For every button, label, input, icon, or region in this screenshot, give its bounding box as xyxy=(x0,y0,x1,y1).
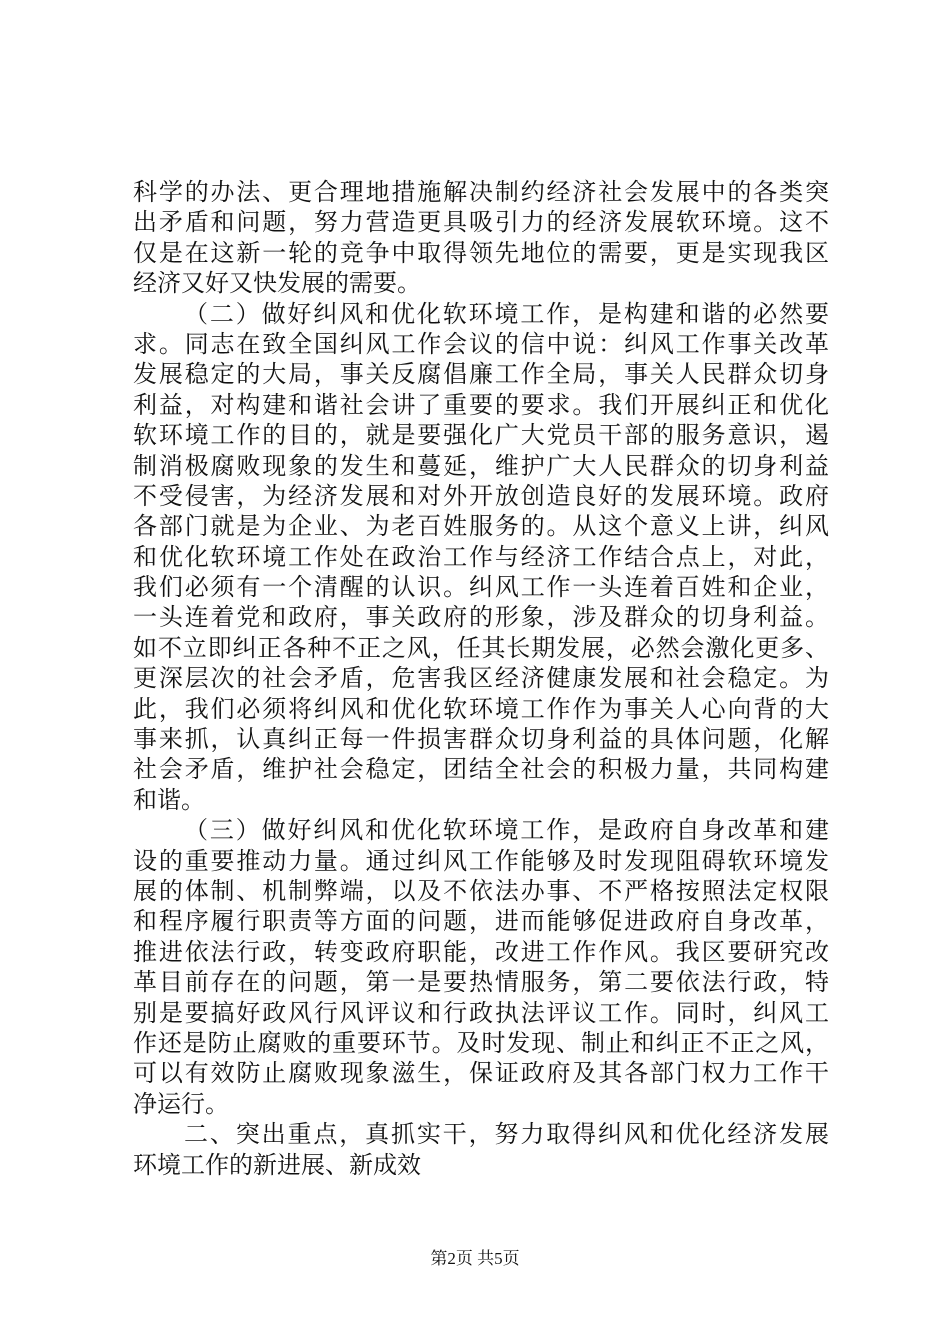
text-line: 和谐。 xyxy=(133,785,205,814)
text-line: 社会矛盾，维护社会稳定，团结全社会的积极力量，共同构建 xyxy=(133,755,829,784)
text-line: 发展稳定的大局，事关反腐倡廉工作全局，事关人民群众切身 xyxy=(133,360,829,389)
text-line: 科学的办法、更合理地措施解决制约经济社会发展中的各类突 xyxy=(133,178,829,206)
page-footer: 第2页 共5页 xyxy=(430,1249,520,1268)
text-line: 各部门就是为企业、为老百姓服务的。从这个意义上讲，纠风 xyxy=(133,512,829,541)
text-line: 作还是防止腐败的重要环节。及时发现、制止和纠正不正之风， xyxy=(133,1028,829,1057)
text-line: （二）做好纠风和优化软环境工作，是构建和谐的必然要 xyxy=(184,299,829,328)
text-line: 展的体制、机制弊端，以及不依法办事、不严格按照法定权限 xyxy=(133,876,829,905)
text-line: 推进依法行政，转变政府职能，改进工作作风。我区要研究改 xyxy=(133,937,829,966)
text-line: 革目前存在的问题，第一是要热情服务，第二要依法行政，特 xyxy=(133,968,829,997)
text-line: 和优化软环境工作处在政治工作与经济工作结合点上，对此， xyxy=(133,542,829,571)
text-line: 经济又好又快发展的需要。 xyxy=(133,269,421,298)
text-line: 可以有效防止腐败现象滋生，保证政府及其各部门权力工作干 xyxy=(133,1059,829,1088)
text-line: 二、突出重点，真抓实干，努力取得纠风和优化经济发展 xyxy=(184,1120,829,1149)
text-line: 别是要搞好政风行风评议和行政执法评议工作。同时，纠风工 xyxy=(133,998,829,1027)
text-line: 净运行。 xyxy=(133,1089,229,1118)
text-line: 软环境工作的目的，就是要强化广大党员干部的服务意识，遏 xyxy=(133,421,829,450)
text-line: 设的重要推动力量。通过纠风工作能够及时发现阻碍软环境发 xyxy=(133,846,829,875)
body-text xyxy=(133,177,829,1180)
text-line: （三）做好纠风和优化软环境工作，是政府自身改革和建 xyxy=(184,816,829,845)
text-line: 出矛盾和问题，努力营造更具吸引力的经济发展软环境。这不 xyxy=(133,208,829,237)
text-line: 如不立即纠正各种不正之风，任其长期发展，必然会激化更多、 xyxy=(133,633,829,662)
text-line: 制消极腐败现象的发生和蔓延，维护广大人民群众的切身利益 xyxy=(133,451,829,480)
text-line: 我们必须有一个清醒的认识。纠风工作一头连着百姓和企业， xyxy=(133,573,829,602)
text-line: 环境工作的新进展、新成效 xyxy=(133,1150,421,1179)
text-line: 更深层次的社会矛盾，危害我区经济健康发展和社会稳定。为 xyxy=(133,664,829,693)
text-line: 和程序履行职责等方面的问题，进而能够促进政府自身改革， xyxy=(133,907,829,936)
text-line: 事来抓，认真纠正每一件损害群众切身利益的具体问题，化解 xyxy=(133,725,829,754)
text-line: 不受侵害，为经济发展和对外开放创造良好的发展环境。政府 xyxy=(133,481,829,510)
text-line: 仅是在这新一轮的竞争中取得领先地位的需要，更是实现我区 xyxy=(133,238,829,267)
text-line: 一头连着党和政府，事关政府的形象，涉及群众的切身利益。 xyxy=(133,603,829,632)
text-line: 求。同志在致全国纠风工作会议的信中说：纠风工作事关改革 xyxy=(133,329,829,358)
text-line: 此，我们必须将纠风和优化软环境工作作为事关人心向背的大 xyxy=(133,694,829,723)
text-line: 利益，对构建和谐社会讲了重要的要求。我们开展纠正和优化 xyxy=(133,390,829,419)
